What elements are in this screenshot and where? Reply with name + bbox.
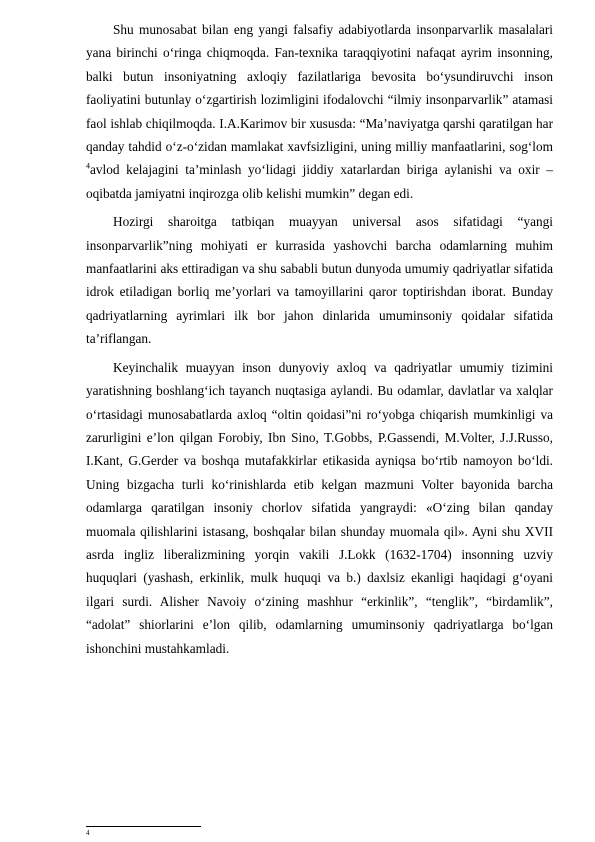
paragraph-3: Keyinchalik muayyan inson dunyoviy axloq va qadriyatlar umumiy tizimini yaratishning boshlang‘ich tayanch nuqtasiga aylandi. Bu odamlar, davlatlar va xalqlar o‘rtasidagi munosabatlarda axloq “oltin qoidasi”ni ro‘yobga chiqarish mumkinligi va zarurligini e’lon qilgan Forobiy, Ibn Sino, T.Gobbs, P.Gassendi, M.Volter, J.J.Russo, I.Kant, G.Gerder va boshqa mutafakkirlar etikasida ayniqsa bo‘rtib namoyon bo‘ldi. Uning bizgacha turli ko‘rinishlarda etib kelgan mazmuni Volter bayonida barcha odamlarga qaratilgan insoniy chorlov sifatida yangraydi: «O‘zing bilan qanday muomala qilishlarini istasang, boshqalar bilan shunday muomala qil». Ayni shu XVII asrda ingliz liberalizmining yorqin vakili J.Lokk (1632-1704) insonning uzviy huquqlari (yashash, erkinlik, mulk huquqi va b.) daxlsiz ekanligi haqidagi g‘oyani ilgari surdi. Alisher Navoiy o‘zining mashhur “erkinlik”, “tenglik”, “birdamlik”, “adolat” shiorlarini e’lon qilib, odamlarning umuminsoniy qadriyatlarga bo‘lgan ishonchini mustahkamladi.	[86, 359, 553, 656]
paragraph-1-text-after: avlod kelajagini ta’minlash yo‘lidagi jiddiy xatarlardan biriga aylanishi va oxir – oqibatda jamiyatni inqirozga olib kelishi mumkin” degan edi.	[86, 162, 553, 201]
document-body	[86, 18, 553, 665]
paragraph-1-text-before: Shu munosabat bilan eng yangi falsafiy adabiyotlarda insonparvarlik masalalari yana birinchi o‘ringa chiqmoqda. Fan-texnika taraqqiyotini nafaqat ayrim insonning, balki butun insoniyatning axloqiy fazilatlariga bevosita bo‘ysundiruvchi inson faoliyatini butunlay o‘zgartirish lozimligini ifodalovchi “ilmiy insonparvarlik” atamasi faol ishlab chiqilmoqda. I.A.Karimov bir xususda: “Ma’naviyatga qarshi qaratilgan har qanday tahdid o‘z-o‘zidan mamlakat xavfsizligini, uning milliy manfaatlarini, sog‘lom	[86, 22, 553, 155]
paragraph-1	[86, 18, 553, 205]
footnote-divider	[86, 826, 201, 827]
paragraph-2: Hozirgi sharoitga tatbiqan muayyan universal asos sifatidagi “yangi insonparvarlik”ning mohiyati er kurrasida yashovchi barcha odamlarning muhim manfaatlarini aks ettiradigan va shu sababli butun dunyoda umumiy qadriyatlar sifatida idrok etiladigan borliq me’yorlari va tamoyillarini qaror toptirishdan iborat. Bunday qadriyatlarning ayrimlari ilk bor jahon dinlarida umuminsoniy qoidalar sifatida ta’riflangan.	[86, 214, 553, 347]
footnote-reference[interactable]: 4	[86, 162, 90, 172]
footnote-marker: 4	[86, 829, 90, 837]
